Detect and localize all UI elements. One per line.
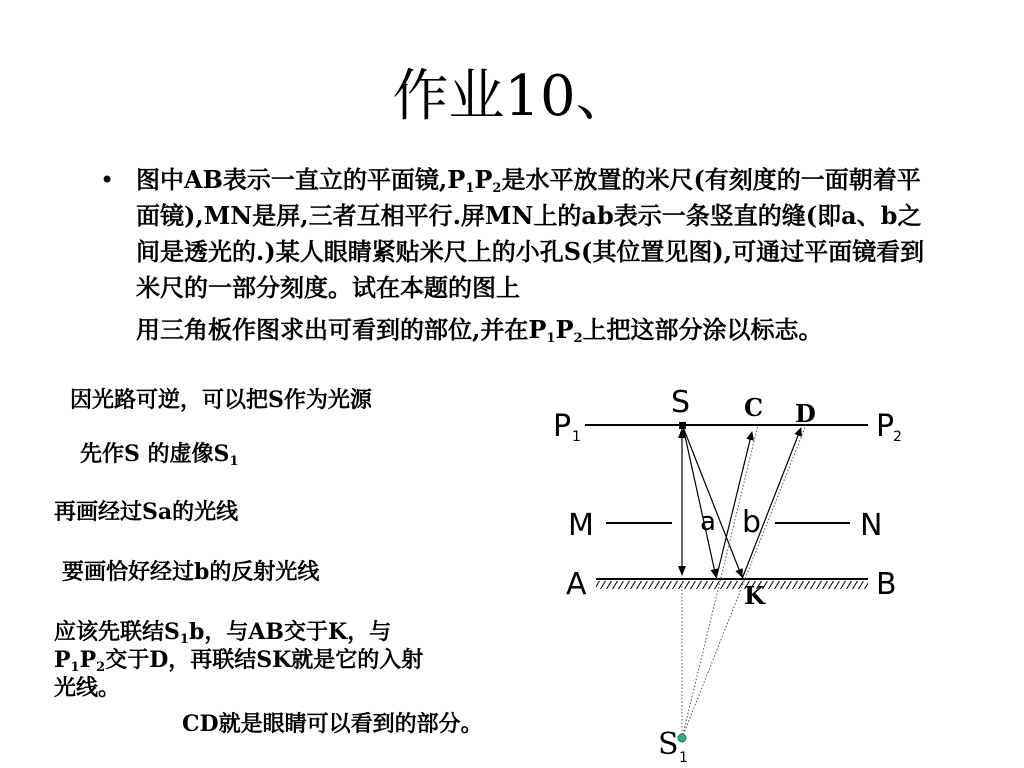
label-m: M [568,508,594,543]
note-construction-sub-2: 1 [70,660,80,675]
note-construction-sub-3: 2 [96,660,106,675]
note-virtual-image-sub: 1 [229,454,239,469]
note-construction-text-f: 光线。 [54,675,121,701]
problem-text-1: 图中AB表示一直立的平面镜,P [136,165,466,194]
label-b: b [742,505,762,540]
label-p1: P [553,409,572,444]
problem-text-2: P [474,165,493,194]
label-mirror-a: A [566,567,587,602]
label-mirror-b: B [876,567,897,602]
problem-sub-2: 2 [492,181,502,196]
mirror-hatching [596,581,868,589]
ray-s-to-k [683,427,742,577]
note-construction-sub-1: 1 [179,632,189,647]
note-reversible: 因光路可逆，可以把S作为光源 [70,387,372,413]
label-c: C [744,393,764,422]
label-d: D [795,399,816,428]
label-p2-sub: 2 [893,429,902,445]
problem-sub-4: 2 [573,331,583,346]
note-reflect-b: 要画恰好经过b的反射光线 [62,559,320,585]
label-p1-sub: 1 [572,429,581,445]
problem-text-3: 是水平放置的米尺(有刻度的一面朝着平面镜),MN是屏,三者互相平行.屏MN上的ab表示一条竖直的缝(即a、b之间是透光的.)某人眼睛紧贴米尺上的小孔S(其位置见图),可通过平面镜看到米尺的一部分刻度。试在本题的图上 [136,165,925,302]
ray-s-through-a [683,427,716,577]
problem-text-5: P [555,315,574,344]
note-ray-sa: 再画经过Sa的光线 [54,499,239,525]
problem-sub-1: 1 [465,181,475,196]
label-k: K [744,581,765,610]
note-construction-text-c: P [54,647,71,673]
note-virtual-image-text: 先作S 的虚像S [80,441,230,467]
problem-text-6: 上把这部分涂以标志。 [582,315,823,344]
point-s1 [678,734,686,742]
note-construction-text-b: b，与AB交于K，与 [188,619,392,645]
label-s1-sub: 1 [679,750,688,766]
ray-reflected-to-d [742,428,801,579]
distance-arrow-down [678,566,686,576]
point-s [679,422,686,429]
problem-text-4: 用三角板作图求出可看到的部位,并在P [136,315,547,344]
bullet-marker: • [100,166,115,194]
slide-title: 作业10、 [392,64,632,129]
note-construction-text-e: 交于D，再联结SK就是它的入射 [105,647,424,673]
note-construction-text-a: 应该先联结S [54,619,180,645]
note-construction-text-d: P [79,647,97,673]
label-p2: P [876,409,895,444]
label-s: S [671,385,691,420]
label-s1: S [658,727,679,762]
label-n: N [860,508,883,543]
note-conclusion: CD就是眼睛可以看到的部分。 [182,711,483,737]
problem-sub-3: 1 [546,331,556,346]
label-a: a [700,507,716,537]
